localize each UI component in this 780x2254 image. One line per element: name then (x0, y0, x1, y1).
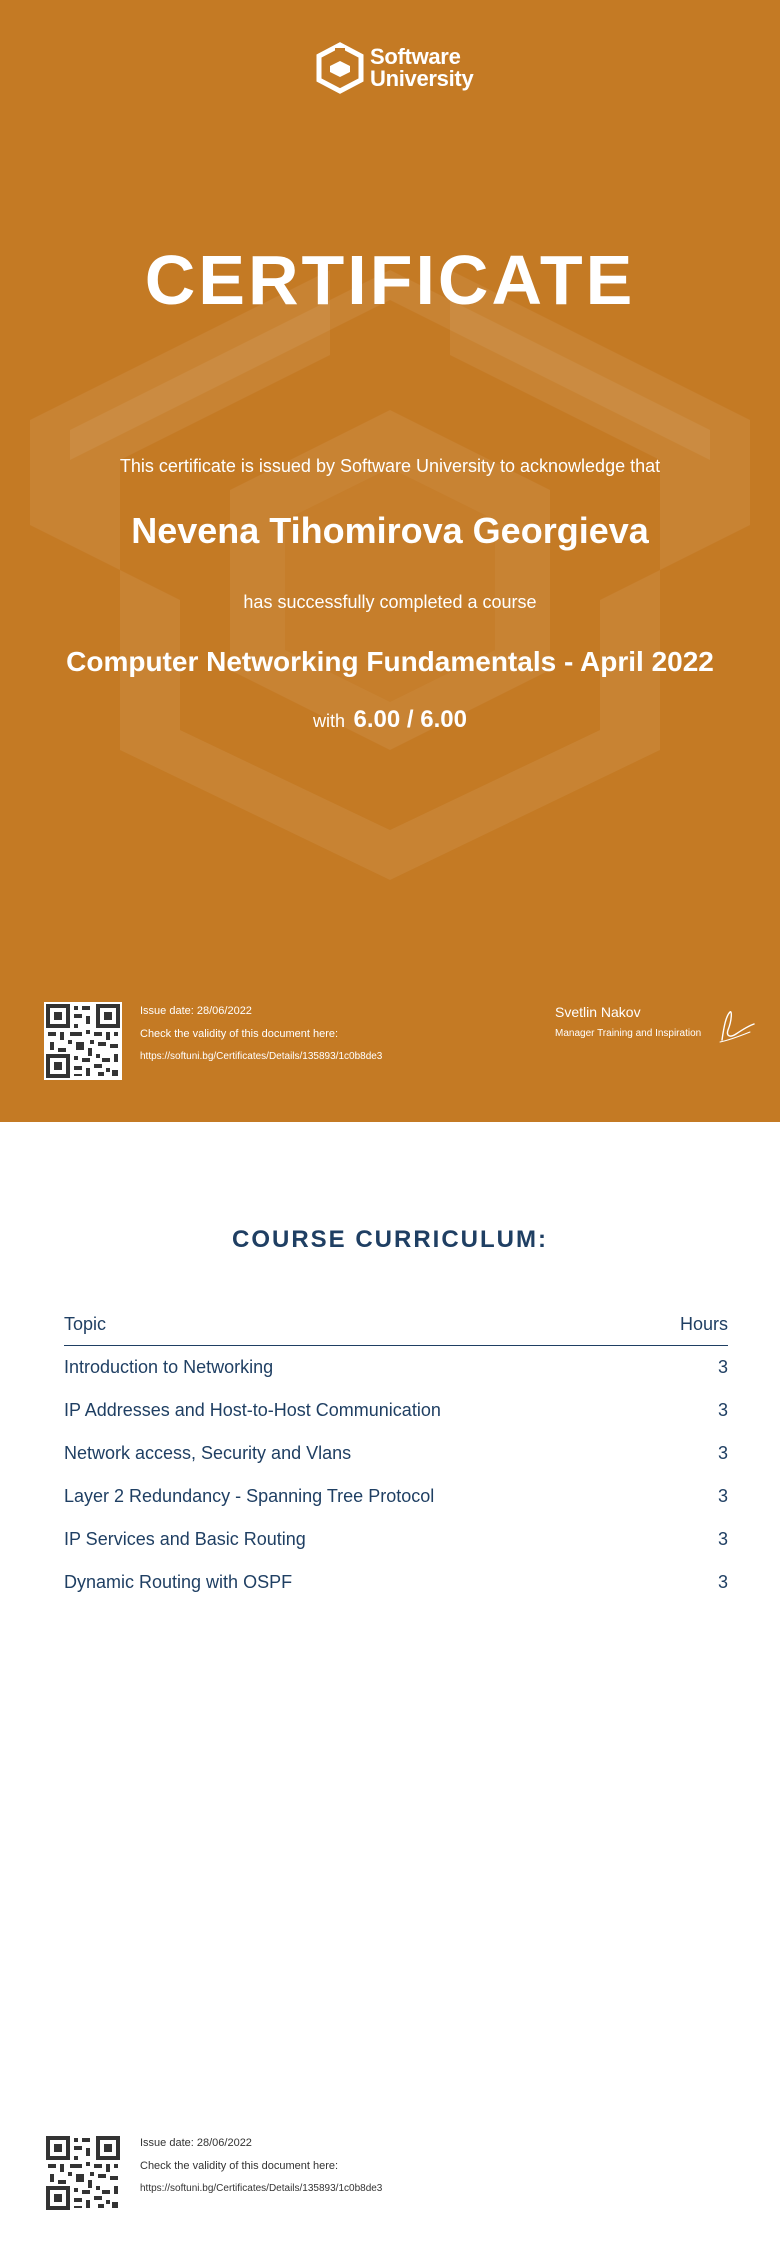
topic-cell: Network access, Security and Vlans (64, 1443, 352, 1463)
validity-text: Check the validity of this document here: (140, 1028, 339, 1040)
hours-cell: 3 (717, 1486, 728, 1506)
signature-icon (716, 1006, 756, 1044)
certificate-page (0, 0, 780, 1122)
table-row (64, 1518, 728, 1561)
table-row (64, 1561, 728, 1604)
signer-role: Manager Training and Inspiration (555, 1028, 702, 1039)
topic-cell: Layer 2 Redundancy - Spanning Tree Protocol (64, 1486, 435, 1506)
softuni-logo (314, 42, 473, 94)
issue-date: Issue date: 28/06/2022 (140, 2137, 252, 2149)
table-row (64, 1432, 728, 1475)
table-row (64, 1346, 728, 1389)
signer-name: Svetlin Nakov (555, 1004, 641, 1020)
softuni-logo-icon (314, 42, 366, 94)
validity-text: Check the validity of this document here: (140, 2160, 339, 2172)
validity-url[interactable]: https://softuni.bg/Certificates/Details/135893/1c0b8de3 (140, 1051, 383, 1062)
qr-code-icon (44, 2134, 122, 2212)
topic-header: Topic (64, 1314, 107, 1334)
hours-cell: 3 (717, 1357, 728, 1377)
course-name: Computer Networking Fundamentals - April 2022 (66, 646, 714, 677)
grade (0, 706, 780, 734)
qr-code-icon (44, 1002, 122, 1080)
certificate-title: CERTIFICATE (144, 241, 636, 319)
hours-cell: 3 (717, 1443, 728, 1463)
topic-cell: Dynamic Routing with OSPF (64, 1572, 293, 1592)
logo-line1: Software (370, 44, 461, 69)
certificate-info (140, 1004, 382, 1073)
recipient-name: Nevena Tihomirova Georgieva (131, 510, 649, 551)
logo-text (370, 46, 473, 90)
issued-text: This certificate is issued by Software University to acknowledge that (119, 456, 661, 476)
table-row (64, 1389, 728, 1432)
validity-url[interactable]: https://softuni.bg/Certificates/Details/135893/1c0b8de3 (140, 2183, 383, 2194)
hours-cell: 3 (717, 1572, 728, 1592)
hours-cell: 3 (717, 1529, 728, 1549)
topic-cell: IP Services and Basic Routing (64, 1529, 306, 1549)
softuni-watermark-icon (30, 270, 750, 880)
curriculum-table (64, 1310, 728, 1604)
topic-cell: IP Addresses and Host-to-Host Communication (64, 1400, 441, 1420)
issue-date: Issue date: 28/06/2022 (140, 1005, 252, 1017)
curriculum-header-row (64, 1310, 728, 1346)
completed-text: has successfully completed a course (243, 592, 537, 612)
topic-cell: Introduction to Networking (64, 1357, 274, 1377)
grade-with-label: with (313, 711, 346, 731)
hours-cell: 3 (717, 1400, 728, 1420)
grade-score: 6.00 / 6.00 (353, 706, 467, 733)
table-row (64, 1475, 728, 1518)
footer-info (140, 2136, 382, 2205)
curriculum-title: COURSE CURRICULUM: (232, 1226, 548, 1253)
logo-line2: University (370, 66, 474, 91)
hours-header: Hours (679, 1314, 728, 1334)
